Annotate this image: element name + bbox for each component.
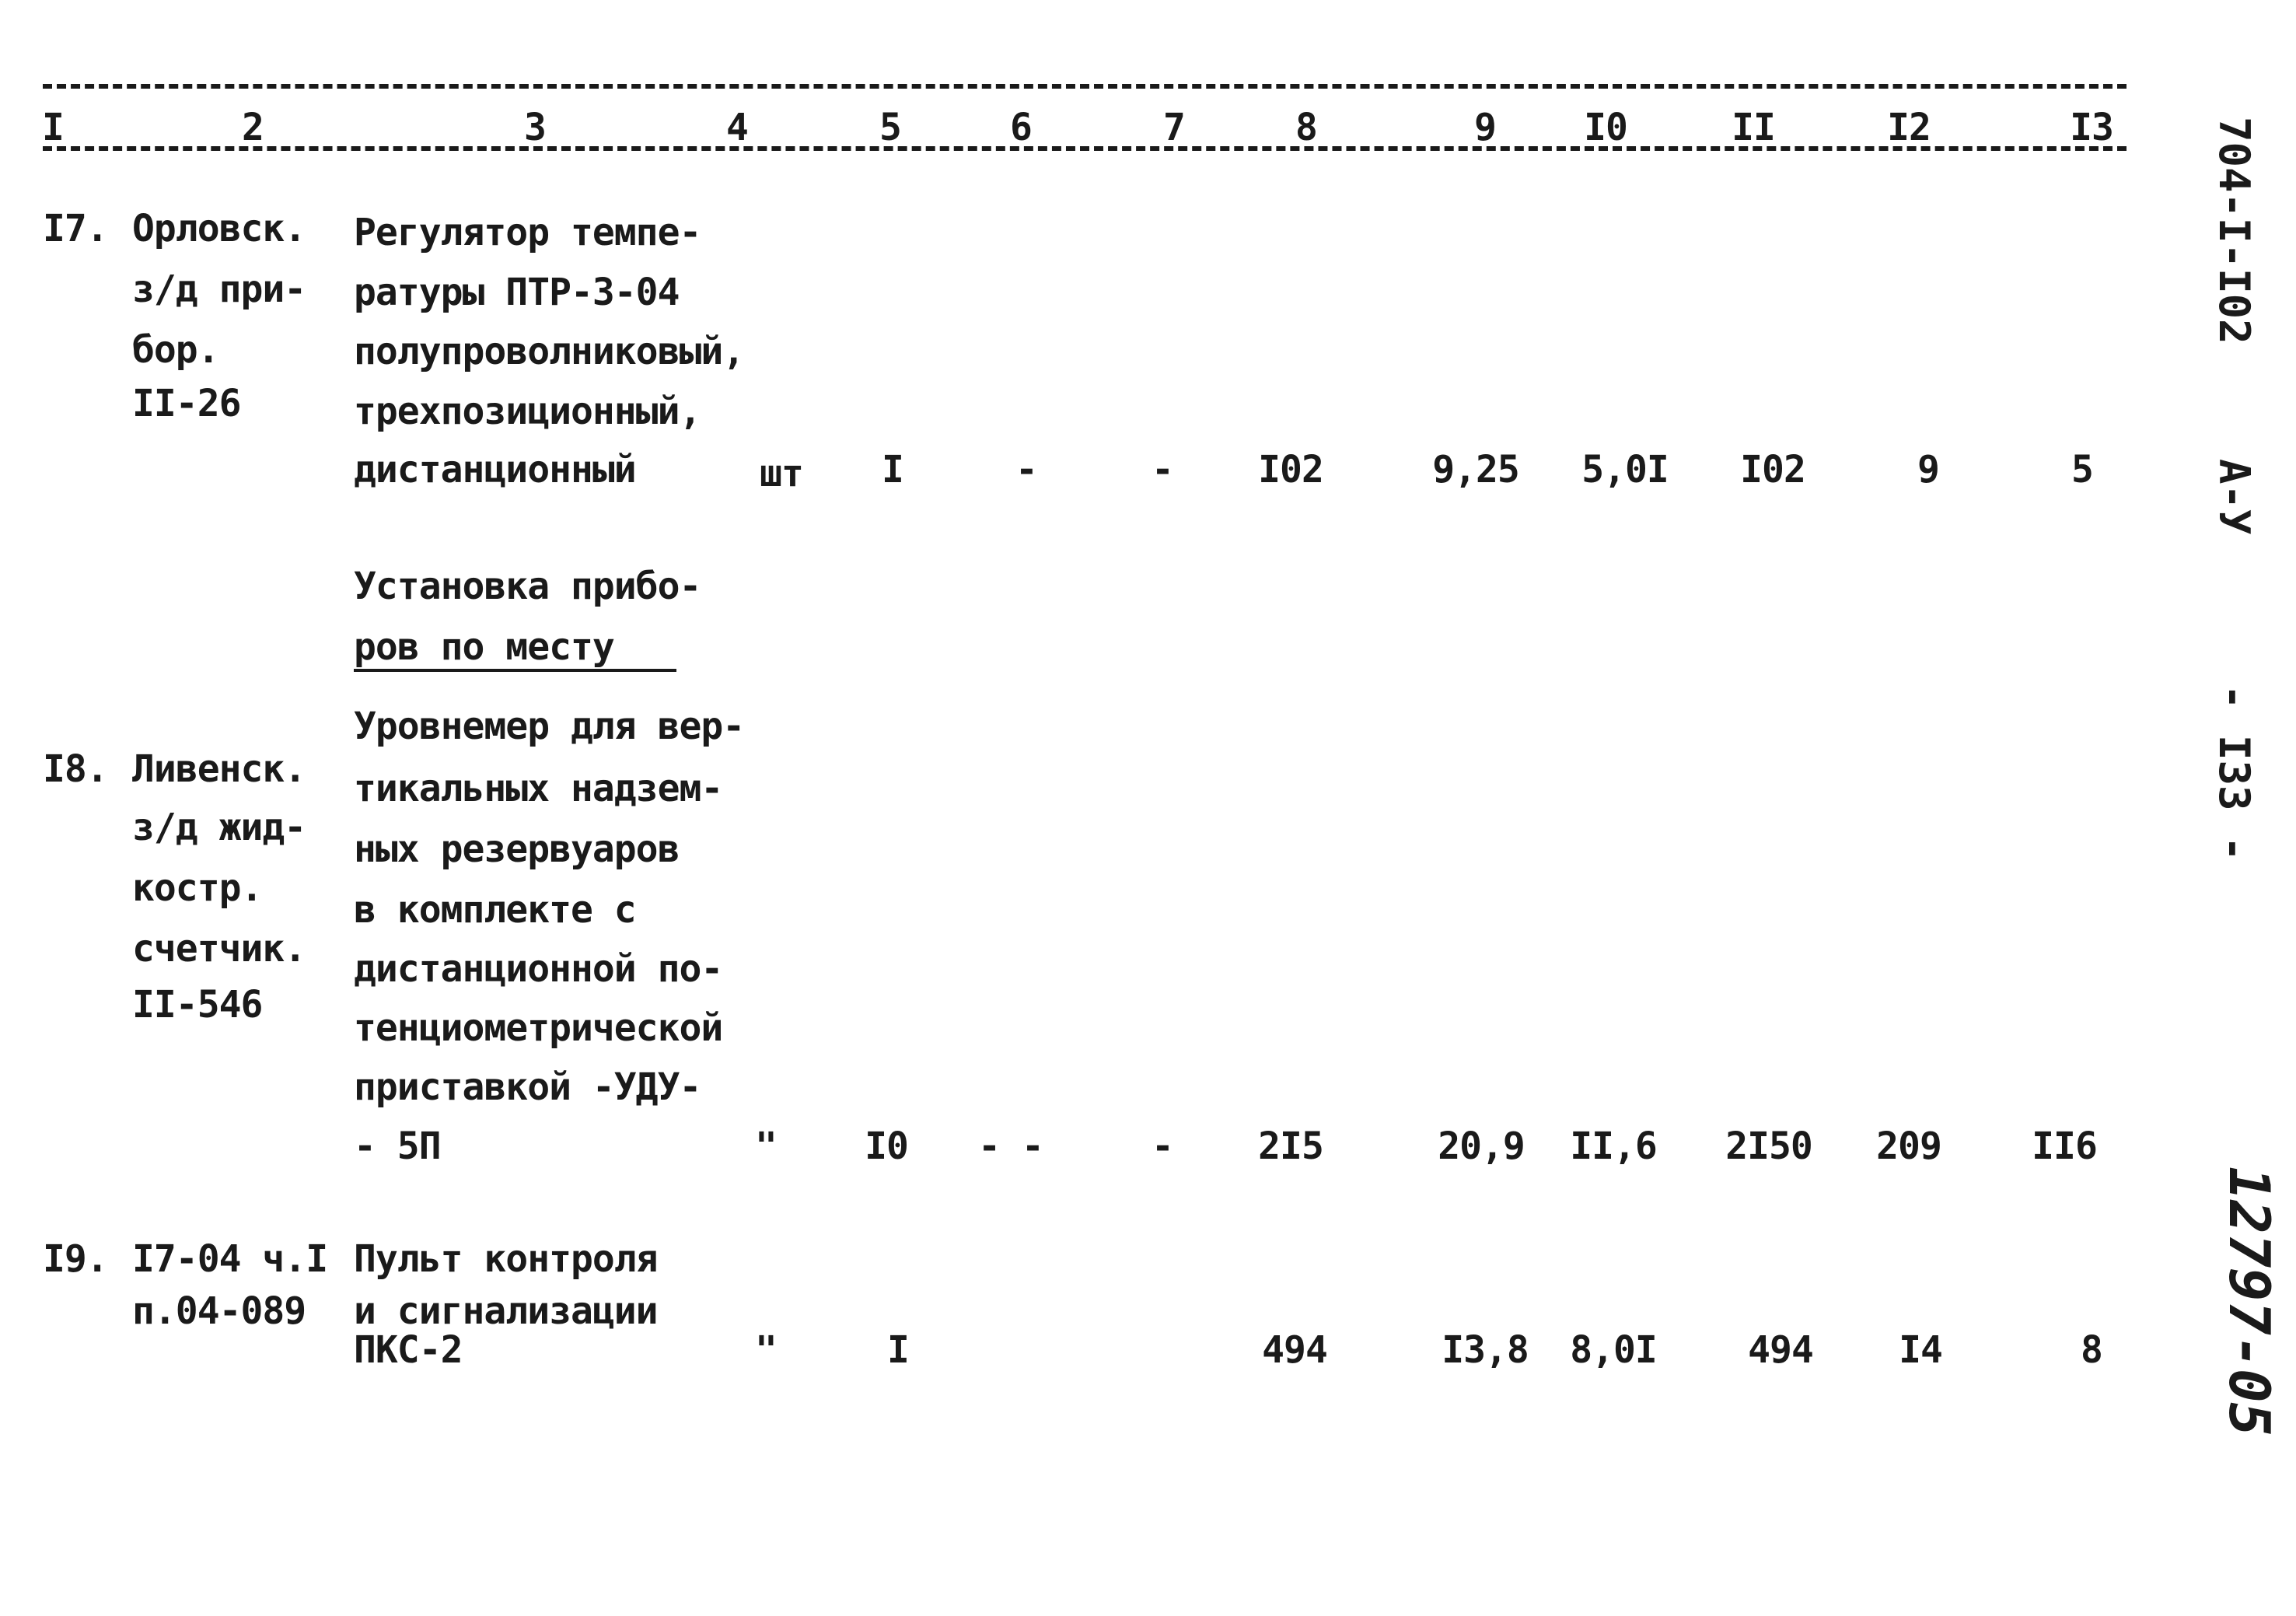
name-line: дистанционной по-	[354, 947, 723, 991]
col-header-8: 8	[1295, 106, 1317, 149]
source-line: з/д при-	[132, 268, 306, 311]
source-line: II-26	[132, 382, 241, 425]
source-line: костр.	[132, 866, 263, 910]
name-line: в комплекте с	[354, 888, 636, 932]
qty-cell: I0	[865, 1125, 908, 1168]
source-line: п.04-089	[132, 1289, 306, 1333]
col-header-13: I3	[2070, 106, 2113, 149]
source-line: счетчик.	[132, 927, 306, 971]
row-number: I7.	[43, 207, 108, 250]
section-line: Установка прибо-	[354, 565, 701, 608]
col10-cell: 5,0I	[1581, 448, 1669, 491]
row-number: I8.	[43, 747, 108, 791]
source-line: Орловск.	[132, 207, 306, 250]
source-line: I7-04 ч.I	[132, 1237, 328, 1281]
col7-cell: -	[1151, 1125, 1173, 1168]
source-line: Ливенск.	[132, 747, 306, 791]
col-header-11: II	[1732, 106, 1775, 149]
name-line: тикальных надзем-	[354, 767, 723, 810]
source-line: з/д жид-	[132, 806, 306, 849]
header-top-line	[43, 84, 2127, 89]
col9-cell: 20,9	[1438, 1125, 1525, 1168]
col-header-5: 5	[879, 106, 901, 149]
name-line: трехпозиционный,	[354, 390, 701, 433]
name-line: приставкой -УДУ-	[354, 1065, 701, 1109]
album-mark: А-У	[2210, 459, 2259, 535]
name-line: Уровнемер для вер-	[354, 705, 745, 748]
header-bottom-line	[43, 146, 2127, 151]
name-line: ных резервуаров	[354, 827, 680, 871]
col9-cell: I3,8	[1442, 1328, 1529, 1372]
name-line: - 5П	[354, 1125, 441, 1168]
name-line: ПКС-2	[354, 1328, 463, 1372]
inventory-number: 12797-05	[2217, 1167, 2282, 1436]
name-line: полупроволниковый,	[354, 330, 745, 373]
qty-cell: I	[882, 448, 903, 491]
col-header-12: I2	[1887, 106, 1931, 149]
unit-cell: "	[755, 1125, 777, 1168]
col8-cell: 494	[1262, 1328, 1327, 1372]
col13-cell: 5	[2071, 448, 2093, 491]
page-number: - I33 -	[2210, 684, 2259, 862]
col-header-3: 3	[524, 106, 546, 149]
col13-cell: II6	[2032, 1125, 2097, 1168]
name-line: Регулятор темпе-	[354, 211, 701, 254]
col-header-7: 7	[1163, 106, 1185, 149]
col-header-4: 4	[726, 106, 748, 149]
unit-cell: шт	[760, 452, 803, 495]
col12-cell: 9	[1917, 448, 1939, 491]
col6-cell: - -	[978, 1125, 1043, 1168]
qty-cell: I	[887, 1328, 909, 1372]
col6-cell: -	[1015, 448, 1037, 491]
section-line-underlined: ров по месту	[354, 628, 676, 672]
col7-cell: -	[1151, 448, 1173, 491]
col12-cell: I4	[1899, 1328, 1942, 1372]
source-line: бор.	[132, 328, 219, 372]
document-code: 704-I-I02	[2210, 117, 2259, 345]
name-line: ратуры ПТР-3-04	[354, 271, 680, 314]
col8-cell: 2I5	[1258, 1125, 1323, 1168]
col12-cell: 209	[1876, 1125, 1941, 1168]
col-header-10: I0	[1584, 106, 1627, 149]
name-line: и сигнализации	[354, 1289, 658, 1333]
col-header-1: I	[42, 106, 64, 149]
name-line: тенциометрической	[354, 1006, 723, 1050]
col10-cell: 8,0I	[1570, 1328, 1657, 1372]
source-line: II-546	[132, 983, 263, 1027]
col11-cell: I02	[1740, 448, 1805, 491]
name-line: дистанционный	[354, 448, 636, 491]
unit-cell: "	[755, 1328, 777, 1372]
col10-cell: II,6	[1570, 1125, 1657, 1168]
col-header-6: 6	[1010, 106, 1032, 149]
col9-cell: 9,25	[1432, 448, 1519, 491]
name-line: Пульт контроля	[354, 1237, 658, 1281]
col13-cell: 8	[2081, 1328, 2102, 1372]
row-number: I9.	[43, 1237, 108, 1281]
col11-cell: 2I50	[1725, 1125, 1812, 1168]
col-header-2: 2	[242, 106, 264, 149]
col8-cell: I02	[1258, 448, 1323, 491]
col-header-9: 9	[1474, 106, 1496, 149]
col11-cell: 494	[1748, 1328, 1813, 1372]
